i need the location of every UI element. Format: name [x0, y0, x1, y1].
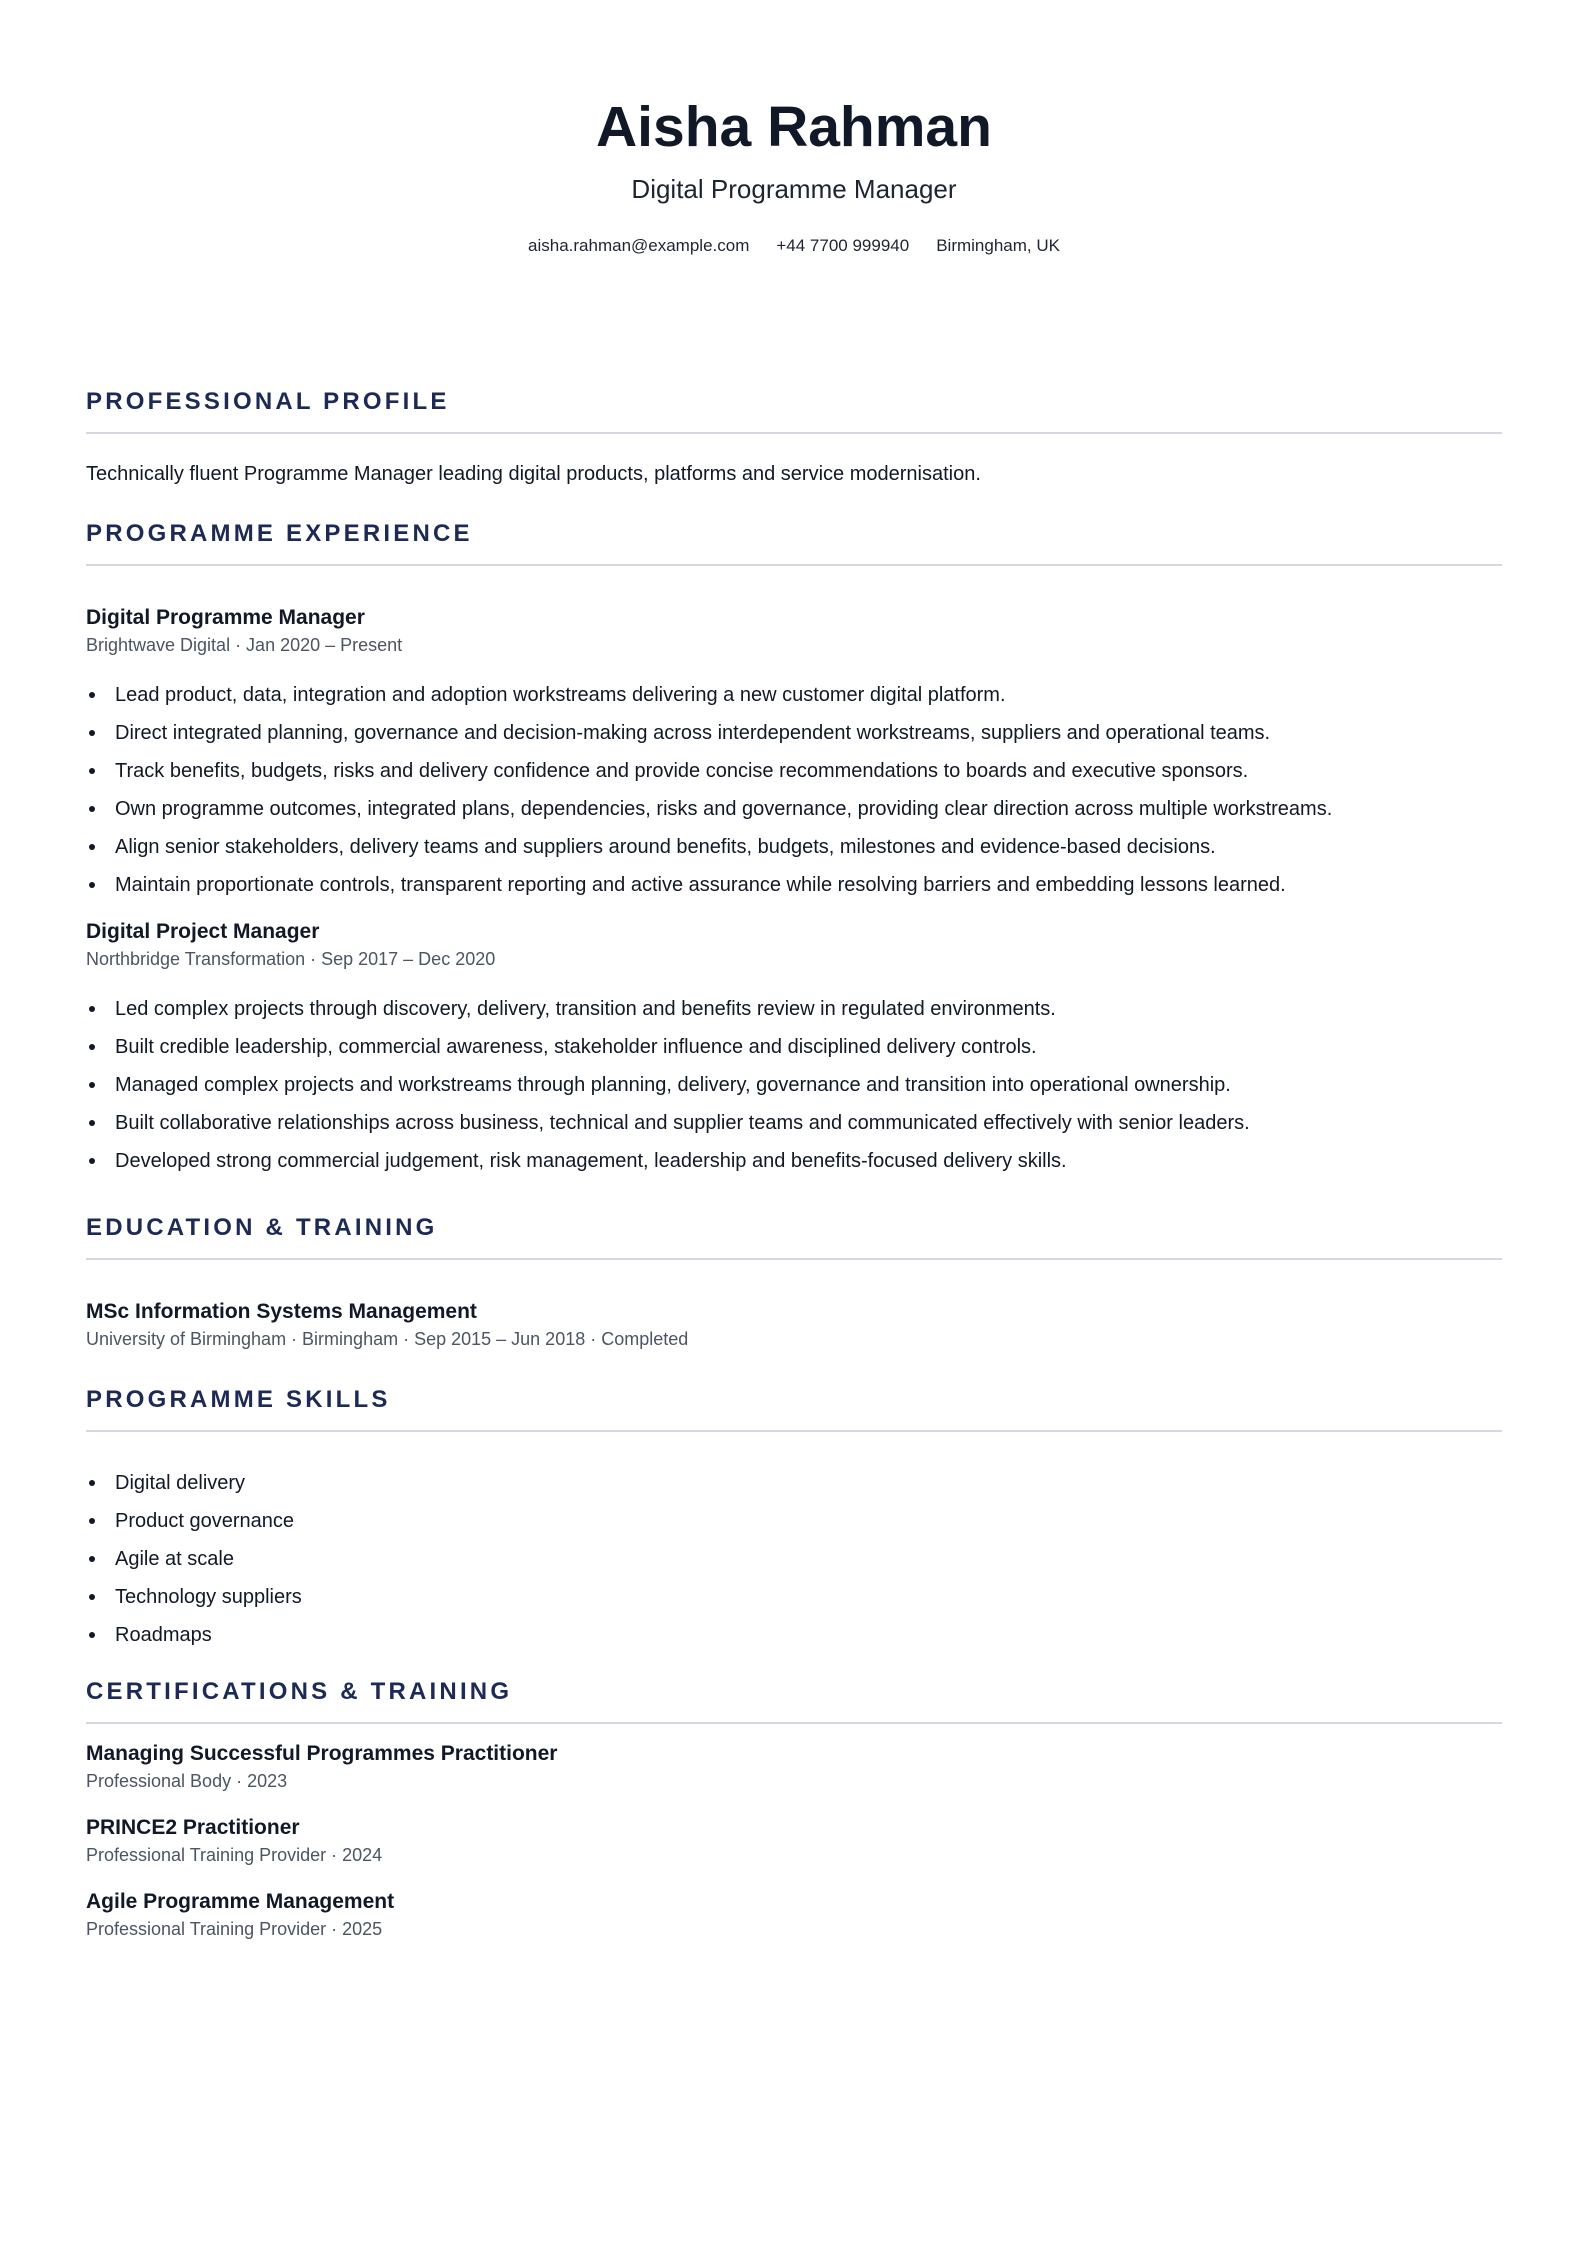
bullet-item: Lead product, data, integration and adoption workstreams delivering a new customer digital platform. [86, 676, 1502, 714]
section-heading: EDUCATION & TRAINING [86, 1214, 438, 1241]
cert-entry [86, 1740, 1502, 1794]
section-heading: PROFESSIONAL PROFILE [86, 388, 450, 415]
bullet-item: Direct integrated planning, governance and decision-making across interdependent workstreams, suppliers and operational teams. [86, 714, 1502, 752]
cert-entry [86, 1814, 1502, 1868]
job-entry [86, 918, 1502, 1180]
skill-item: Roadmaps [86, 1616, 1502, 1654]
cert-meta: Professional Training Provider · 2025 [86, 1919, 383, 1939]
bullet-item: Built credible leadership, commercial awareness, stakeholder influence and disciplined delivery controls. [86, 1028, 1502, 1066]
skill-item: Agile at scale [86, 1540, 1502, 1578]
job-bullets [86, 676, 1502, 904]
contact-phone: +44 7700 999940 [776, 236, 910, 255]
skills-list [86, 1464, 1502, 1654]
cert-meta: Professional Body · 2023 [86, 1771, 288, 1791]
bullet-item: Maintain proportionate controls, transparent reporting and active assurance while resolving barriers and embedding lessons learned. [86, 866, 1502, 904]
section-heading: PROGRAMME EXPERIENCE [86, 520, 473, 547]
section-heading: PROGRAMME SKILLS [86, 1386, 391, 1413]
contact-email: aisha.rahman@example.com [528, 236, 750, 255]
candidate-name: Aisha Rahman [596, 95, 992, 159]
contact-location: Birmingham, UK [936, 236, 1060, 255]
cert-name: PRINCE2 Practitioner [86, 1816, 300, 1839]
job-meta: Brightwave Digital · Jan 2020 – Present [86, 635, 403, 655]
degree-title: MSc Information Systems Management [86, 1300, 477, 1323]
section-divider [86, 1722, 1502, 1724]
job-title: Digital Programme Manager [86, 606, 365, 629]
profile-text: Technically fluent Programme Manager leading digital products, platforms and service modernisation. [86, 463, 981, 485]
job-title: Digital Project Manager [86, 920, 320, 943]
job-entry [86, 604, 1502, 904]
cert-name: Agile Programme Management [86, 1890, 395, 1913]
section-education [86, 1212, 1502, 1352]
cert-entry [86, 1888, 1502, 1942]
section-divider [86, 1430, 1502, 1432]
degree-meta: University of Birmingham · Birmingham · Sep 2015 – Jun 2018 · Completed [86, 1329, 689, 1349]
section-certifications [86, 1676, 1502, 1942]
section-divider [86, 432, 1502, 434]
education-entry [86, 1298, 1502, 1352]
contact-line [86, 234, 1502, 258]
skill-item: Technology suppliers [86, 1578, 1502, 1616]
job-bullets [86, 990, 1502, 1180]
skill-item: Digital delivery [86, 1464, 1502, 1502]
bullet-item: Own programme outcomes, integrated plans, dependencies, risks and governance, providing clear direction across multiple workstreams. [86, 790, 1502, 828]
bullet-item: Managed complex projects and workstreams through planning, delivery, governance and transition into operational ownership. [86, 1066, 1502, 1104]
section-skills [86, 1384, 1502, 1654]
bullet-item: Track benefits, budgets, risks and delivery confidence and provide concise recommendations to boards and executive sponsors. [86, 752, 1502, 790]
cert-name: Managing Successful Programmes Practitioner [86, 1742, 558, 1765]
job-meta: Northbridge Transformation · Sep 2017 – Dec 2020 [86, 949, 496, 969]
section-experience [86, 518, 1502, 1180]
section-profile [86, 386, 1502, 488]
section-divider [86, 1258, 1502, 1260]
skill-item: Product governance [86, 1502, 1502, 1540]
bullet-item: Built collaborative relationships across business, technical and supplier teams and communicated effectively with senior leaders. [86, 1104, 1502, 1142]
cert-meta: Professional Training Provider · 2024 [86, 1845, 383, 1865]
section-heading: CERTIFICATIONS & TRAINING [86, 1678, 513, 1705]
resume-page [86, 0, 1502, 2246]
section-divider [86, 564, 1502, 566]
bullet-item: Align senior stakeholders, delivery teams and suppliers around benefits, budgets, milestones and evidence-based decisions. [86, 828, 1502, 866]
bullet-item: Led complex projects through discovery, delivery, transition and benefits review in regulated environments. [86, 990, 1502, 1028]
candidate-title: Digital Programme Manager [631, 174, 957, 204]
bullet-item: Developed strong commercial judgement, risk management, leadership and benefits-focused delivery skills. [86, 1142, 1502, 1180]
